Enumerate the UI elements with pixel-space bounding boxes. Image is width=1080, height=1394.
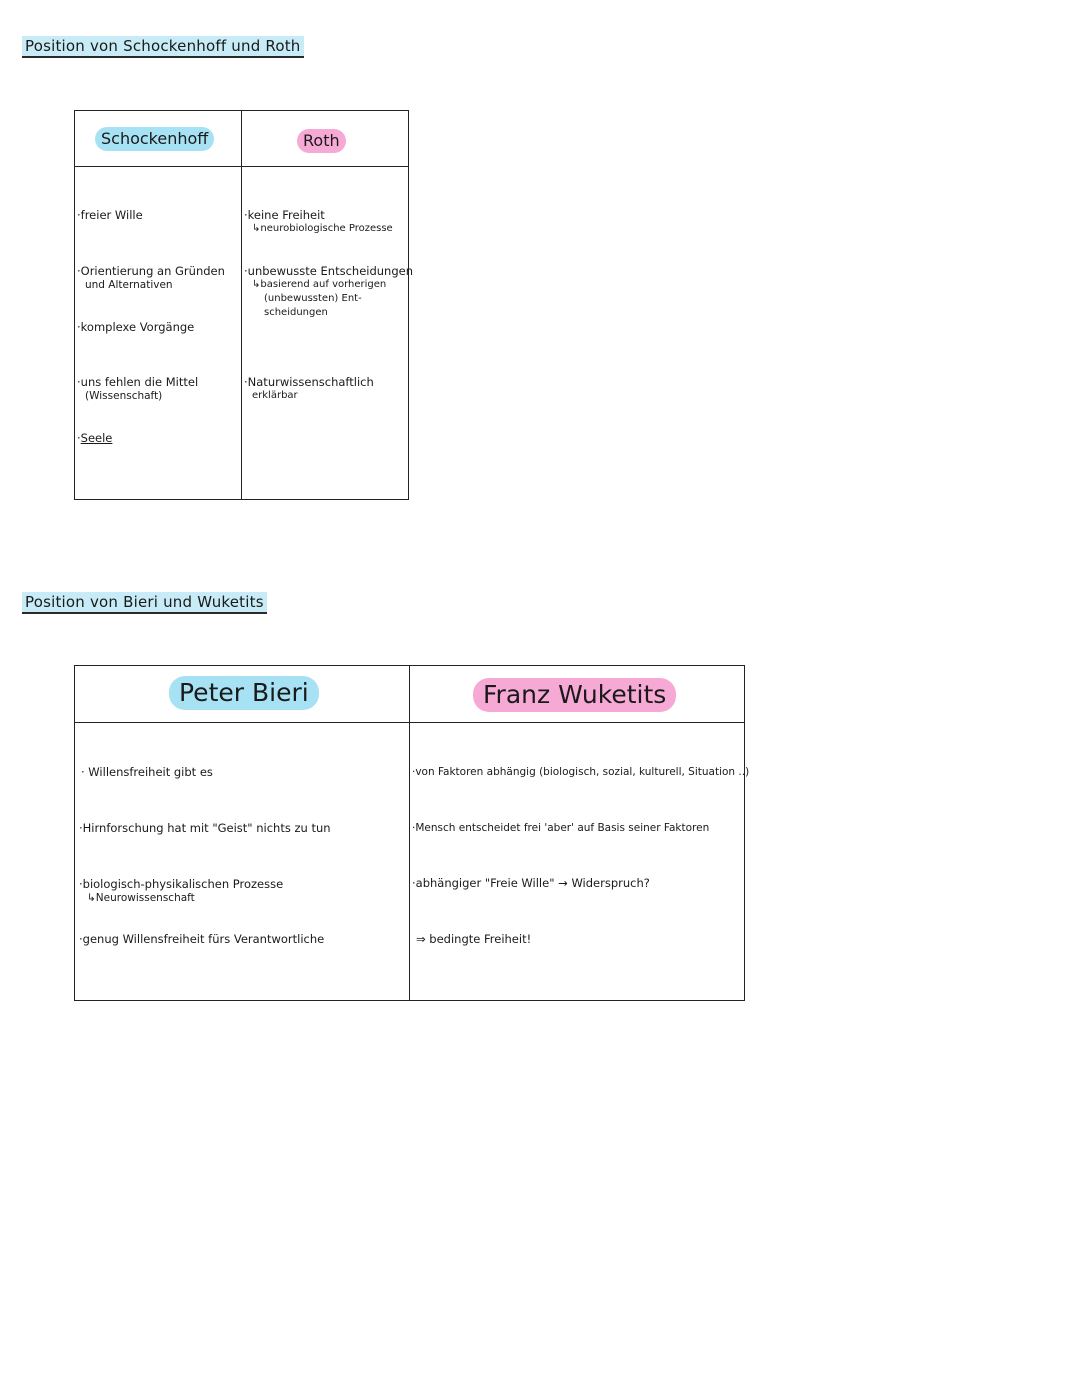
header-peter-bieri: Peter Bieri — [169, 676, 319, 710]
list-item-line: (unbewussten) Ent- — [264, 293, 362, 304]
section1-heading: Position von Schockenhoff und Roth — [22, 36, 304, 58]
list-item — [244, 264, 413, 320]
header-schockenhoff: Schockenhoff — [95, 127, 214, 151]
list-item: ⇒ bedingte Freiheit! — [416, 932, 532, 946]
list-item-line: (Wissenschaft) — [85, 390, 163, 402]
bieri-wuketits-table — [74, 665, 750, 1001]
list-item-line: ↳neurobiologische Prozesse — [252, 223, 393, 234]
list-item: ·komplexe Vorgänge — [77, 320, 195, 334]
schockenhoff-roth-table — [74, 110, 414, 500]
list-item-line: erklärbar — [252, 390, 298, 401]
list-item — [77, 431, 112, 445]
list-item: ·freier Wille — [77, 208, 143, 222]
list-item — [244, 208, 393, 236]
list-item: · Willensfreiheit gibt es — [81, 765, 213, 779]
list-item-line: ↳basierend auf vorherigen — [252, 279, 387, 290]
list-item-line: ·Orientierung an Gründen — [77, 264, 225, 278]
bullet: · — [77, 431, 81, 445]
list-item-line: ·unbewusste Entscheidungen — [244, 264, 414, 278]
header-franz-wuketits: Franz Wuketits — [473, 678, 676, 712]
list-item: ·Hirnforschung hat mit "Geist" nichts zu tun — [79, 821, 331, 835]
list-item — [79, 877, 283, 905]
list-item-line: ·biologisch-physikalischen Prozesse — [79, 877, 284, 891]
column-divider — [241, 111, 242, 499]
list-item-line: und Alternativen — [85, 279, 173, 291]
list-item — [244, 375, 374, 403]
list-item-line: scheidungen — [264, 307, 328, 318]
list-item-line: ·Naturwissenschaftlich — [244, 375, 374, 389]
list-item: ·Mensch entscheidet frei 'aber' auf Basis seiner Faktoren — [412, 822, 710, 834]
list-item-line: ·keine Freiheit — [244, 208, 325, 222]
list-item — [77, 375, 198, 403]
list-item-seele: Seele — [80, 431, 113, 445]
list-item-line: ·uns fehlen die Mittel — [77, 375, 199, 389]
header-roth: Roth — [297, 129, 346, 153]
list-item: ·genug Willensfreiheit fürs Verantwortliche — [79, 932, 325, 946]
section2-heading: Position von Bieri und Wuketits — [22, 592, 267, 614]
list-item: ·von Faktoren abhängig (biologisch, sozial, kulturell, Situation ..) — [412, 766, 750, 778]
list-item: ·abhängiger "Freie Wille" → Widerspruch? — [412, 876, 650, 890]
list-item-line: ↳Neurowissenschaft — [87, 892, 195, 904]
column-divider — [409, 666, 410, 1000]
list-item — [77, 264, 225, 292]
